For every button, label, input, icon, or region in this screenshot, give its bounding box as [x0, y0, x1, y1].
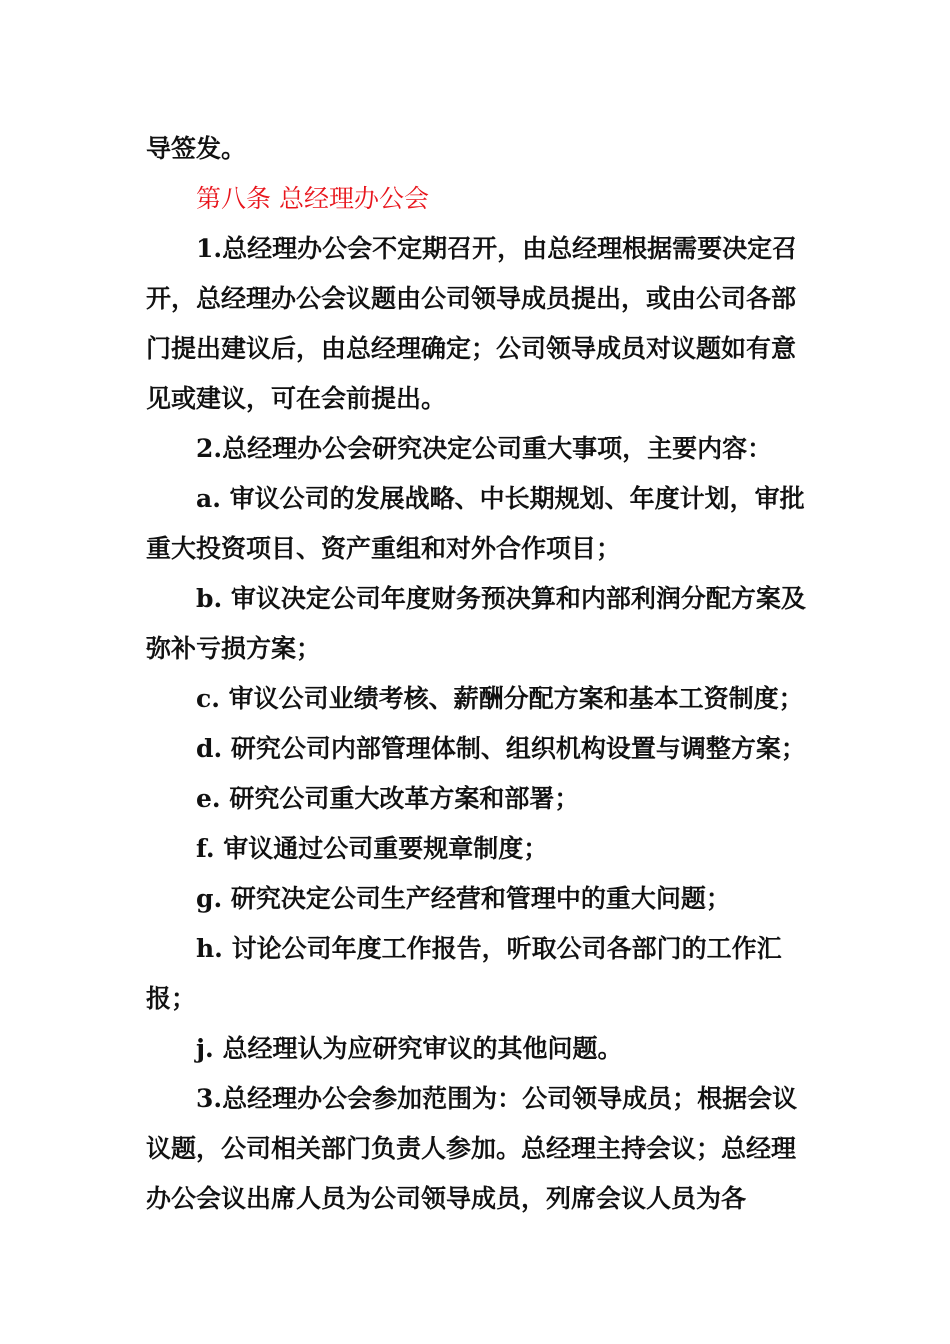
list-item-f: f. 审议通过公司重要规章制度； [196, 834, 549, 863]
list-item-e: e. 研究公司重大改革方案和部署； [196, 784, 580, 813]
list-item-b: b. 审议决定公司年度财务预决算和内部利润分配方案及弥补亏损方案； [146, 584, 806, 663]
list-item-h: h. 讨论公司年度工作报告，听取公司各部门的工作汇报； [146, 934, 782, 1013]
paragraph-continuation: 导签发。 [146, 134, 247, 163]
document-body [146, 124, 806, 1224]
list-item-d: d. 研究公司内部管理体制、组织机构设置与调整方案； [196, 734, 806, 763]
clause-3: 3.总经理办公会参加范围为：公司领导成员；根据会议议题，公司相关部门负责人参加。总经理主持会议；总经理办公会议出席人员为公司领导成员，列席会议人员为各 [146, 1084, 798, 1213]
list-item-j: j. 总经理认为应研究审议的其他问题。 [196, 1034, 623, 1063]
article-heading: 第八条 总经理办公会 [196, 184, 429, 213]
list-item-c: c. 审议公司业绩考核、薪酬分配方案和基本工资制度； [196, 684, 804, 713]
list-item-a: a. 审议公司的发展战略、中长期规划、年度计划，审批重大投资项目、资产重组和对外合作项目； [146, 484, 805, 563]
clause-2: 2.总经理办公会研究决定公司重大事项，主要内容： [196, 434, 773, 463]
list-item-g: g. 研究决定公司生产经营和管理中的重大问题； [196, 884, 731, 913]
clause-1: 1.总经理办公会不定期召开，由总经理根据需要决定召开，总经理办公会议题由公司领导成员提出，或由公司各部门提出建议后，由总经理确定；公司领导成员对议题如有意见或建议，可在会前提出。 [146, 234, 798, 413]
